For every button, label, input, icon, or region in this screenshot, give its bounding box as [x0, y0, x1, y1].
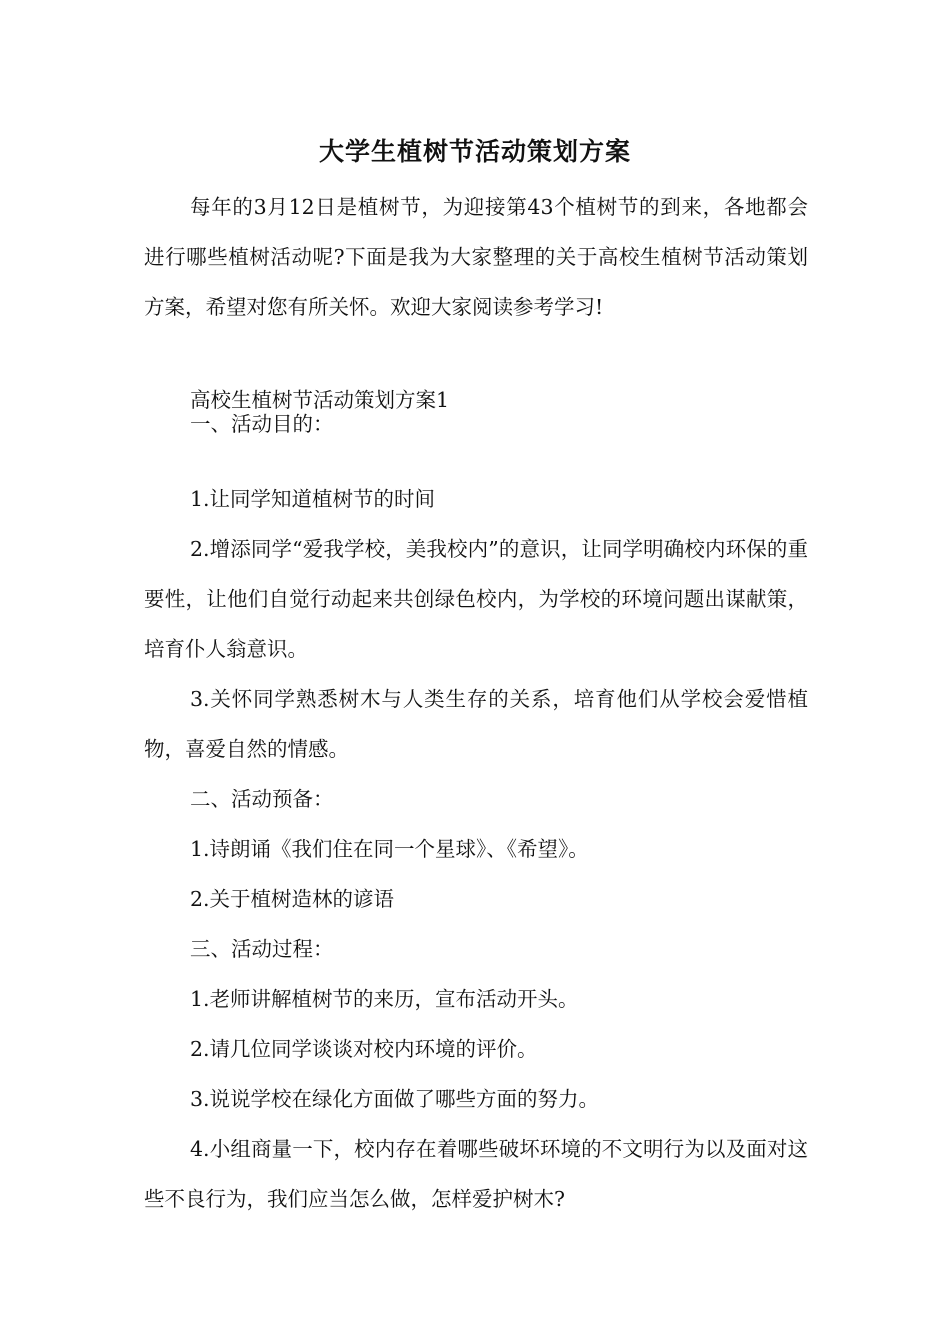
section-title: 高校生植树节活动策划方案1: [190, 388, 450, 412]
heading-process: 三、活动过程：: [190, 937, 334, 961]
heading-preparation: 二、活动预备：: [190, 787, 334, 811]
goal-item-2: 2.增添同学“爱我学校，美我校内”的意识，让同学明确校内环保的重要性，让他们自觉行动起来共创绿色校内，为学校的环境问题出谋献策，培育仆人翁意识。: [144, 537, 808, 661]
goal-item-1: 1.让同学知道植树节的时间: [190, 487, 436, 511]
process-item-2: 2.请几位同学谈谈对校内环境的评价。: [190, 1037, 538, 1061]
prep-item-1: 1.诗朗诵《我们住在同一个星球》、《希望》。: [190, 837, 589, 861]
process-item-4: 4.小组商量一下，校内存在着哪些破坏环境的不文明行为以及面对这些不良行为，我们应当怎么做，怎样爱护树木?: [144, 1137, 808, 1211]
process-item-3: 3.说说学校在绿化方面做了哪些方面的努力。: [190, 1087, 600, 1111]
intro-paragraph: 每年的3月12日是植树节，为迎接第43个植树节的到来，各地都会进行哪些植树活动呢?下面是我为大家整理的关于高校生植树节活动策划方案，希望对您有所关怀。欢迎大家阅读参考学习!: [144, 195, 808, 319]
goal-item-3: 3.关怀同学熟悉树木与人类生存的关系，培育他们从学校会爱惜植物，喜爱自然的情感。: [144, 687, 808, 761]
document-title: 大学生植树节活动策划方案: [318, 137, 631, 166]
heading-goals: 一、活动目的：: [190, 412, 334, 436]
prep-item-2: 2.关于植树造林的谚语: [190, 887, 395, 911]
process-item-1: 1.老师讲解植树节的来历，宣布活动开头。: [190, 987, 579, 1011]
